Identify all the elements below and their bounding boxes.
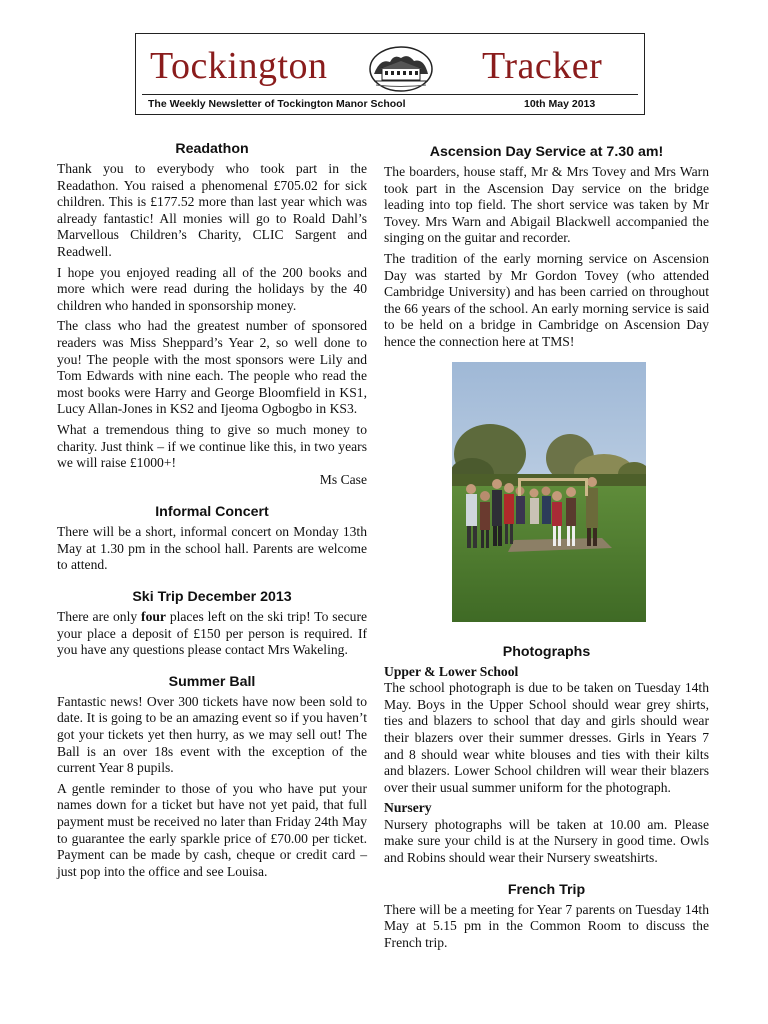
concert-section [57,503,367,574]
ball-paragraph-2: A gentle reminder to those of you who have put your names down for a ticket but have not yet paid, that full payment must be received no later than Friday 24th May to guarantee the early sparkle price of £70.00 per ticket. Payment can be made by cash, cheque or credit card – just pop into the office and see Louisa. [57,780,367,879]
readathon-paragraph-4: What a tremendous thing to give so much money to charity. Just think – if we continue like this, in two years we will raise £1000+! [57,421,367,471]
ascension-paragraph-2: The tradition of the early morning service on Ascension Day was started by Mr Gordon Tovey (who attended Cambridge University) and has been carried on throughout the 66 years of the school. An early morning service is said to be held on a bridge in Cambridge on Ascension Day hence the connection here at TMS! [384,250,709,349]
ball-heading: Summer Ball [168,673,256,690]
masthead-rule [142,94,638,95]
ski-text-after: places left on the ski trip! To secure your place a deposit of £150 per person is required. If you have any questions please contact Mrs Wakeling. [57,609,368,658]
photographs-heading: Photographs [502,643,591,660]
left-column [57,140,367,884]
ascension-section [384,143,709,351]
readathon-heading: Readathon [175,141,249,157]
masthead-title-left: Tockington [150,45,328,87]
readathon-paragraph-2: I hope you enjoyed reading all of the 200 books and more which were read during the holidays by the 40 children who handed in sponsorship money. [57,264,367,313]
ski-heading: Ski Trip December 2013 [132,589,292,606]
concert-heading: Informal Concert [155,504,269,521]
photographs-subheading-nursery: Nursery [384,800,432,816]
ascension-service-photo [452,362,646,622]
readathon-paragraph-1: Thank you to everybody who took part in the Readathon. You raised a phenomenal £705.02 for sick children. This is £177.52 more than last year which was already fantastic! All monies will go to Roald Dahl’s Marvellous Children’s Charity, CLIC Sargent and Readwell. [57,161,367,259]
readathon-section [57,140,367,488]
french-section [384,881,709,952]
ski-text-before: There are only [57,609,142,625]
photographs-section [384,643,709,867]
masthead-date: 10th May 2013 [524,98,596,110]
school-building-icon [368,44,434,94]
ascension-heading: Ascension Day Service at 7.30 am! [429,144,664,160]
french-heading: French Trip [507,881,586,898]
photographs-paragraph-1: The school photograph is due to be taken on Tuesday 14th May. Boys in the Upper School should wear grey shirts, ties and blazers to school that day and girls should wear their blazers over their summer dresses. Girls in Years 7 and 8 should wear white blouses and ties with their kilts and blazers. Lower School children will wear their blazers over their usual summer uniform for the photograph. [384,680,709,795]
ascension-paragraph-1: The boarders, house staff, Mr & Mrs Tovey and Mrs Warn took part in the Ascension Day service on the bridge leading into top field. The short service was taken by Mr Tovey. Mrs Warn and Abigail Blackwell accompanied the singing on the guitar and recorder. [384,164,709,246]
photographs-subheading-upper-lower: Upper & Lower School [384,663,519,679]
ski-paragraph [57,609,367,659]
french-paragraph: There will be a meeting for Year 7 parents on Tuesday 14th May at 5.15 pm in the Common Room to discuss the French trip. [384,901,709,950]
concert-paragraph: There will be a short, informal concert on Monday 13th May at 1.30 pm in the school hall. Parents are welcome to attend. [57,524,367,573]
ski-section [57,588,367,659]
masthead-title-right: Tracker [482,45,603,87]
ball-paragraph-1: Fantastic news! Over 300 tickets have now been sold to date. It is going to be an amazing event so if you haven’t got your tickets yet then hurry, as we may sell out! The Ball is an over 18s event with the exception of the current Year 8 pupils. [57,693,367,776]
ball-section [57,673,367,881]
readathon-signature: Ms Case [319,471,367,487]
photographs-paragraph-2: Nursery photographs will be taken at 10.00 am. Please make sure your child is at the Nursery in good time. Owls and Robins should wear their Nursery sweatshirts. [384,816,709,866]
ski-places-count: four [141,609,166,625]
masthead-subtitle: The Weekly Newsletter of Tockington Manor School [148,98,406,110]
masthead [135,33,645,115]
readathon-paragraph-3: The class who had the greatest number of sponsored readers was Miss Sheppard’s Year 2, so well done to you! The people with the most sponsors were Lily and Tom Edwards with nine each. The people who read the most books were Harry and George Bloomfield in KS1, Lucy Allan-Jones in KS2 and Ijeoma Ogbogbo in KS3. [57,318,367,417]
